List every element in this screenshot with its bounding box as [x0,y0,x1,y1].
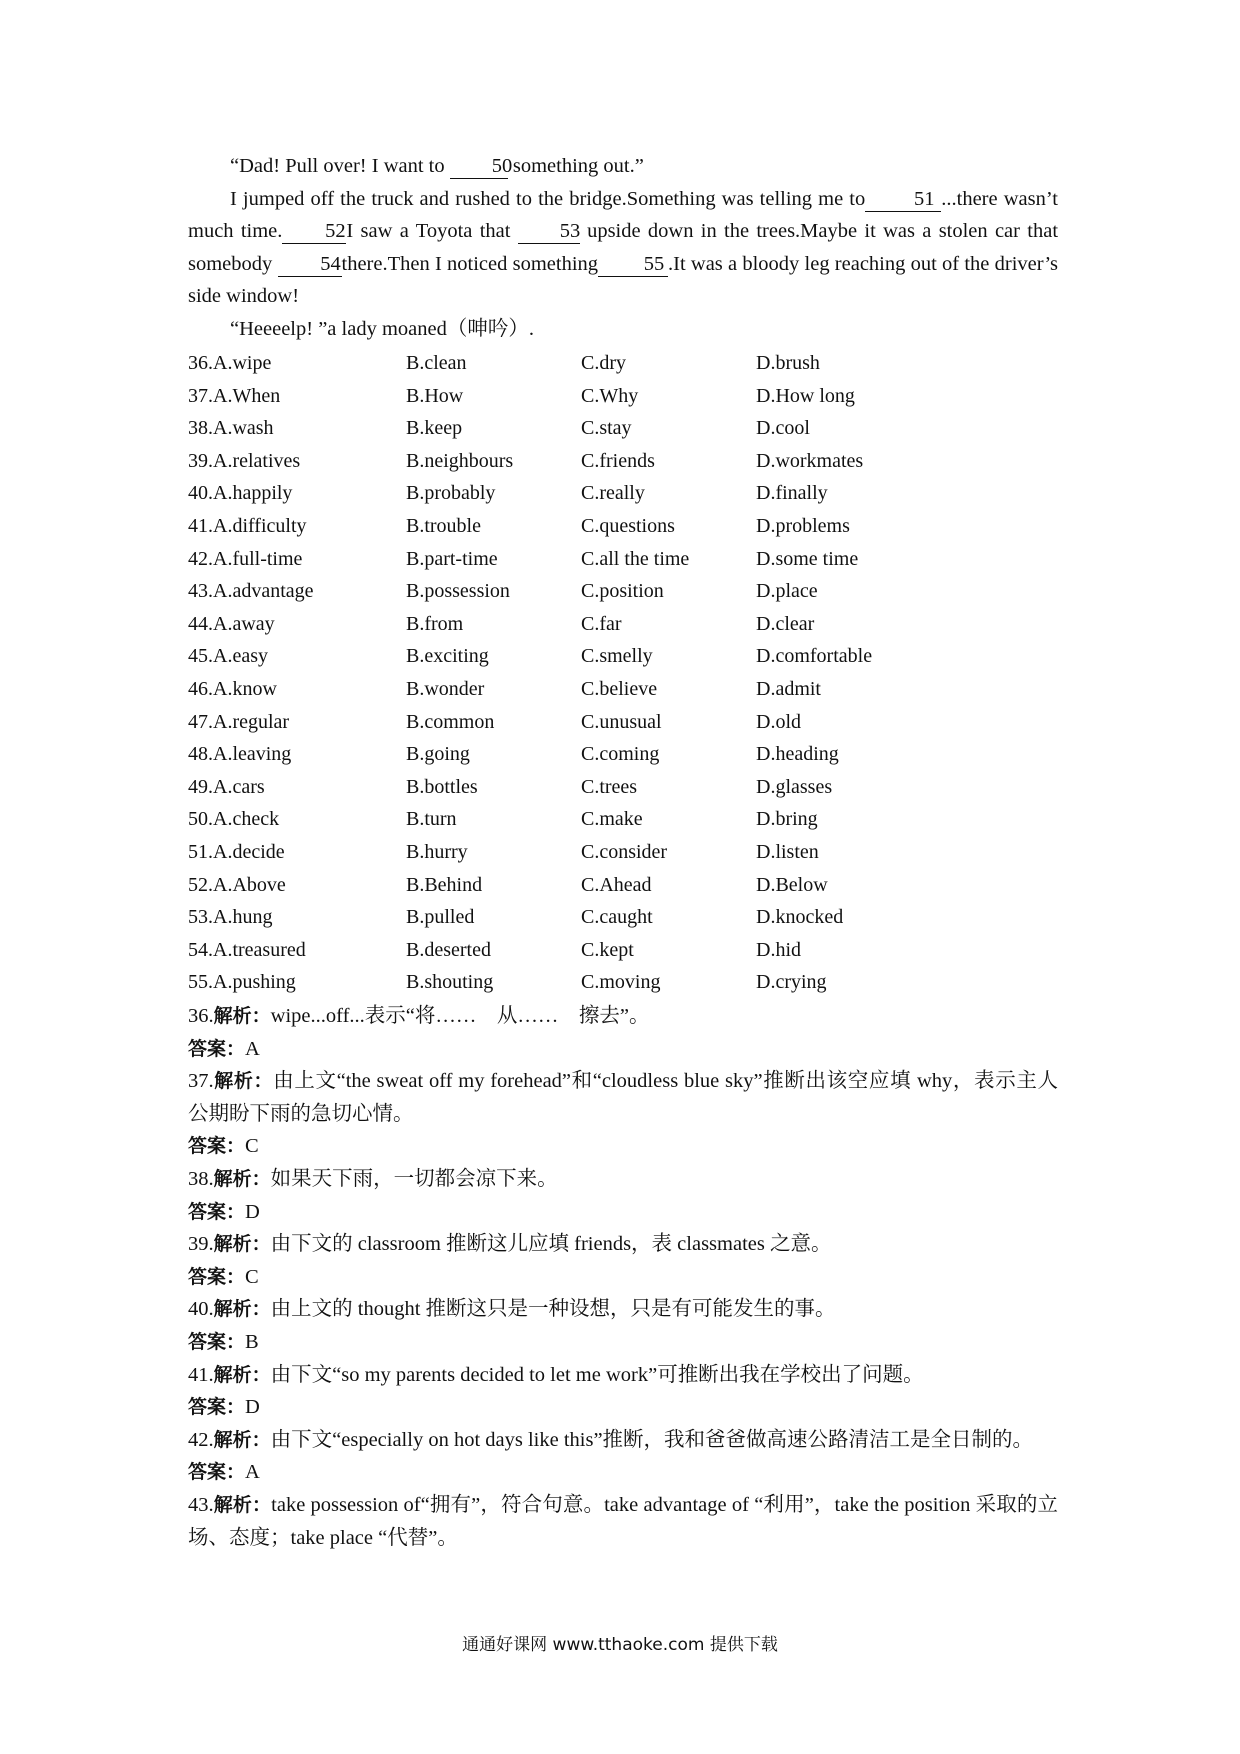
option-d: D.heading [756,743,839,766]
answer-value: B [245,1330,259,1353]
blank-54: 54 [278,252,342,277]
explanation-39 [188,1228,1058,1261]
option-c: C.all the time [581,547,690,570]
option-c: C.kept [581,938,634,961]
option-c: C.far [581,612,622,635]
analysis-label: 解析： [213,1363,271,1386]
explanation-43 [188,1489,1058,1554]
explanation-text: 由下文“so my parents decided to let me work”可推断出我在学校出了问题。 [270,1363,924,1386]
option-d: D.brush [756,352,820,374]
blank-55: 55 [598,252,668,277]
option-row [188,706,988,738]
option-d: D.crying [756,971,827,994]
explanation-text: wipe...off...表示“将…… 从…… 擦去”。 [270,1005,650,1027]
option-d: D.glasses [756,775,833,798]
blank-51: 51 [865,187,941,212]
option-c: C.consider [581,841,668,863]
explanation-number: 43. [188,1493,214,1516]
option-c: C.stay [581,417,632,440]
analysis-label: 解析： [213,1298,271,1321]
option-b: B.exciting [406,645,489,668]
answer-value: D [245,1396,260,1419]
option-a: 42.A.full-time [188,547,303,570]
option-row [188,347,988,379]
option-c: C.really [581,482,645,505]
option-row [188,966,988,998]
answer-label: 答案： [188,1265,246,1288]
option-a: 50.A.check [188,808,280,831]
explanation-number: 37. [188,1070,214,1093]
explanation-number: 42. [188,1428,214,1451]
option-a: 44.A.away [188,612,275,635]
answer-36 [188,1033,1058,1066]
explanation-38 [188,1163,1058,1196]
option-d: D.comfortable [756,645,873,668]
explanation-42 [188,1424,1058,1457]
option-a: 45.A.easy [188,645,268,668]
passage-text: I jumped off the truck and rushed to the bridge.Something was telling me to [230,187,866,210]
option-a: 49.A.cars [188,775,265,798]
option-row [188,477,988,509]
analysis-label: 解析： [213,1233,271,1256]
explanation-text: 由下文的 classroom 推断这儿应填 friends，表 classmates 之意。 [270,1233,832,1256]
option-row [188,380,988,412]
answer-41 [188,1391,1058,1424]
answer-label: 答案： [188,1461,246,1484]
explanation-text: 由上文的 thought 推断这只是一种设想，只是有可能发生的事。 [270,1298,836,1321]
reading-passage [188,150,1058,345]
option-row [188,412,988,444]
answer-label: 答案： [188,1135,246,1158]
option-c: C.questions [581,515,675,537]
option-d: D.Below [756,873,828,896]
answer-40 [188,1326,1058,1359]
page-footer: 通通好课网 www.tthaoke.com 提供下载 [462,1635,778,1655]
option-b: B.trouble [406,515,481,537]
option-a: 37.A.When [188,384,281,407]
option-d: D.hid [756,938,801,961]
answer-label: 答案： [188,1037,246,1060]
option-row [188,543,988,575]
passage-text: .It was a bloody leg reaching out of the driver’s side window! [188,252,1058,307]
explanation-36 [188,1000,1058,1033]
option-b: B.neighbours [406,449,514,472]
option-b: B.clean [406,352,467,374]
option-a: 47.A.regular [188,710,290,733]
answer-value: C [245,1135,259,1158]
explanation-number: 40. [188,1298,214,1321]
option-c: C.make [581,808,643,831]
option-a: 52.A.Above [188,873,286,896]
option-c: C.caught [581,906,653,929]
answer-label: 答案： [188,1200,246,1223]
answer-value: C [245,1265,259,1288]
option-a: 46.A.know [188,678,277,700]
answer-label: 答案： [188,1396,246,1419]
answer-value: A [245,1461,260,1484]
option-b: B.How [406,384,464,407]
answer-value: D [245,1200,260,1223]
passage-paragraph-2 [188,183,1058,313]
option-c: C.coming [581,743,660,766]
explanation-37 [188,1065,1058,1130]
option-b: B.hurry [406,841,468,863]
answer-label: 答案： [188,1330,246,1353]
option-row [188,575,988,607]
blank-50: 50 [450,154,508,179]
option-row [188,510,988,542]
analysis-label: 解析： [213,1005,271,1027]
explanation-number: 41. [188,1363,214,1386]
option-c: C.friends [581,449,655,472]
answer-value: A [245,1037,260,1060]
option-b: B.going [406,743,470,766]
option-a: 39.A.relatives [188,449,301,472]
option-row [188,673,988,705]
option-d: D.finally [756,482,828,505]
option-b: B.wonder [406,678,485,700]
option-c: C.position [581,580,664,603]
option-d: D.clear [756,612,815,635]
option-d: D.old [756,710,801,733]
option-c: C.believe [581,678,658,700]
option-c: C.dry [581,352,626,374]
option-a: 51.A.decide [188,841,285,863]
explanation-text: 由上文“the sweat off my forehead”和“cloudless blue sky”推断出该空应填 why，表示主人公期盼下雨的急切心情。 [188,1070,1058,1125]
option-a: 38.A.wash [188,417,274,440]
explanations [188,1000,1058,1554]
passage-text: something out.” [512,155,644,177]
option-d: D.cool [756,417,810,440]
option-d: D.some time [756,547,859,570]
option-b: B.Behind [406,873,483,896]
analysis-label: 解析： [213,1493,272,1516]
option-row [188,738,988,770]
explanation-number: 39. [188,1233,214,1256]
option-b: B.shouting [406,971,494,994]
option-d: D.place [756,580,818,603]
option-row [188,803,988,835]
passage-text: ...there wasn’t much time. [188,187,1058,242]
option-b: B.common [406,710,495,733]
answer-38 [188,1196,1058,1229]
option-d: D.listen [756,841,819,863]
option-d: D.knocked [756,906,844,929]
option-row [188,640,988,672]
option-b: B.possession [406,580,510,603]
option-b: B.turn [406,808,457,831]
option-b: B.keep [406,417,463,440]
answer-42 [188,1456,1058,1489]
option-row [188,869,988,901]
explanation-41 [188,1359,1058,1392]
option-a: 53.A.hung [188,906,273,929]
option-b: B.probably [406,482,496,505]
option-b: B.deserted [406,938,491,961]
option-a: 43.A.advantage [188,580,314,603]
explanation-number: 36. [188,1005,214,1027]
option-a: 48.A.leaving [188,743,292,766]
passage-text: “Dad! Pull over! I want to [230,155,445,177]
option-c: C.unusual [581,710,662,733]
answer-37 [188,1130,1058,1163]
option-b: B.part-time [406,547,498,570]
explanation-40 [188,1293,1058,1326]
option-a: 55.A.pushing [188,971,296,994]
option-a: 40.A.happily [188,482,293,505]
option-c: C.Ahead [581,873,652,896]
option-b: B.from [406,612,464,635]
option-row [188,934,988,966]
option-c: C.moving [581,971,661,994]
analysis-label: 解析： [213,1070,274,1093]
explanation-number: 38. [188,1167,214,1190]
option-row [188,901,988,933]
option-a: 36.A.wipe [188,352,272,374]
answer-39 [188,1261,1058,1294]
analysis-label: 解析： [213,1428,271,1451]
passage-text: I saw a Toyota that [346,220,511,242]
passage-text: upside down in the trees.Maybe it was a stolen car that somebody [188,220,1059,275]
blank-53: 53 [518,219,580,244]
analysis-label: 解析： [213,1167,271,1190]
option-a: 54.A.treasured [188,938,306,961]
option-c: C.trees [581,775,638,798]
option-c: C.Why [581,384,639,407]
option-row [188,608,988,640]
option-d: D.How long [756,384,855,407]
option-b: B.bottles [406,775,478,798]
passage-text: there.Then I noticed something [341,252,599,275]
option-d: D.workmates [756,449,864,472]
option-b: B.pulled [406,906,475,929]
passage-paragraph-3: “Heeeelp! ”a lady moaned（呻吟）. [230,317,534,340]
option-a: 41.A.difficulty [188,515,307,537]
explanation-text: 由下文“especially on hot days like this”推断，我和爸爸做高速公路清洁工是全日制的。 [270,1428,1034,1451]
option-row [188,445,988,477]
explanation-text: take possession of“拥有”，符合句意。take advantage of “利用”，take the position 采取的立场、态度；take place “代替”。 [188,1493,1058,1549]
option-row [188,771,988,803]
blank-52: 52 [282,219,346,244]
passage-paragraph-1 [188,150,1058,183]
option-row [188,836,988,868]
option-d: D.admit [756,678,821,700]
option-d: D.problems [756,515,850,537]
option-c: C.smelly [581,645,653,668]
option-d: D.bring [756,808,818,831]
explanation-text: 如果天下雨，一切都会凉下来。 [270,1167,558,1190]
